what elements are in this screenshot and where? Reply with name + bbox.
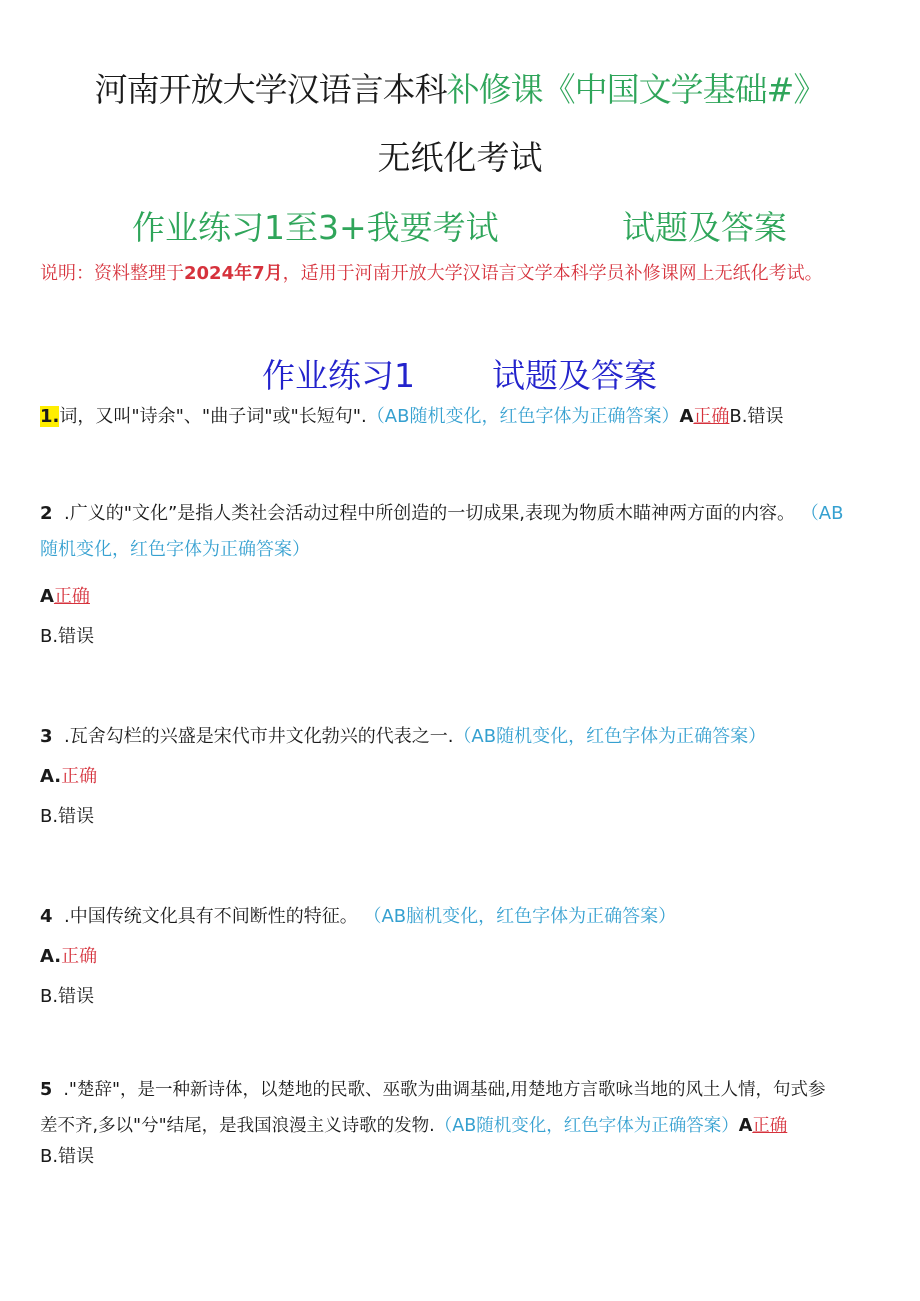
question-2-number: 2 <box>40 503 53 524</box>
title-part-2: 补修课《中国文学基础#》 <box>446 70 826 109</box>
section-title-right: 试题及答案 <box>492 356 657 395</box>
note-date: 2024年7月 <box>184 263 283 284</box>
question-1-number: 1. <box>40 406 60 427</box>
question-5-text-a: ."楚辞"，是一种新诗体，以楚地的民歌、巫歌为曲调基础,用楚地方言歌咏当地的风土人情，句式参 <box>63 1080 826 1100</box>
question-5 <box>40 1072 880 1144</box>
question-5-option-a-correct: 正确 <box>752 1116 788 1136</box>
question-2-option-a-correct: 正确 <box>53 586 90 607</box>
question-4-number: 4 <box>40 906 53 927</box>
question-3-hint: （AB随机变化，红色字体为正确答案） <box>453 726 767 747</box>
question-1-hint: （AB随机变化，红色字体为正确答案） <box>366 406 680 427</box>
question-4-hint: （AB脑机变化，红色字体为正确答案） <box>363 906 677 927</box>
question-3-option-b: B.错误 <box>40 806 95 827</box>
question-4 <box>40 902 676 928</box>
note-prefix: 说明：资料整理于 <box>40 263 184 284</box>
question-4-option-a-correct: 正确 <box>61 946 98 967</box>
title-part-1: 河南开放大学汉语言本科 <box>94 70 447 109</box>
section-title-left: 作业练习1 <box>262 356 415 395</box>
question-1-option-b: B.错误 <box>729 406 784 427</box>
note-suffix: ，适用于河南开放大学汉语言文学本科学员补修课网上无纸化考试。 <box>282 263 823 284</box>
question-5-option-a-letter: A <box>738 1116 753 1136</box>
question-5-text-b: 差不齐,多以"兮"结尾，是我国浪漫主义诗歌的发物. <box>40 1116 435 1136</box>
question-2-option-b: B.错误 <box>40 626 95 647</box>
question-2 <box>40 496 880 568</box>
question-3-number: 3 <box>40 726 53 747</box>
question-4-option-a <box>40 942 97 968</box>
question-3 <box>40 722 766 748</box>
question-3-text: .瓦舍勾栏的兴盛是宋代市井文化勃兴的代表之一. <box>63 726 454 747</box>
question-2-option-a-letter: A <box>40 586 54 607</box>
question-4-option-b: B.错误 <box>40 986 95 1007</box>
question-5-hint: （AB随机变化，红色字体为正确答案） <box>434 1116 739 1136</box>
document-title <box>0 64 920 111</box>
question-3-option-a-correct: 正确 <box>61 766 98 787</box>
question-4-text: .中国传统文化具有不间断性的特征。 <box>63 906 358 927</box>
question-1-option-a-letter: A <box>679 406 694 427</box>
question-5-number: 5 <box>40 1080 53 1100</box>
question-4-option-a-letter: A. <box>40 946 62 967</box>
question-2-hint-a: （AB <box>800 503 844 524</box>
question-3-option-a <box>40 762 97 788</box>
question-2-option-a <box>40 582 90 608</box>
document-note <box>40 256 880 292</box>
question-5-option-b: B.错误 <box>40 1146 95 1167</box>
question-1-option-a-correct: 正确 <box>693 406 730 427</box>
question-3-option-a-letter: A. <box>40 766 62 787</box>
tagline-right: 试题及答案 <box>622 208 787 247</box>
question-1-text: 词，又叫"诗余"、"曲子词"或"长短句". <box>59 406 367 427</box>
tagline-left: 作业练习1至3+我要考试 <box>132 208 499 247</box>
question-2-hint-b: 随机变化，红色字体为正确答案） <box>40 539 310 560</box>
question-2-text: .广义的"文化”是指人类社会活动过程中所创造的一切成果,表现为物质木瞄神两方面的内容。 <box>63 503 796 524</box>
document-subtitle: 无纸化考试 <box>377 138 543 177</box>
question-1 <box>40 402 783 428</box>
